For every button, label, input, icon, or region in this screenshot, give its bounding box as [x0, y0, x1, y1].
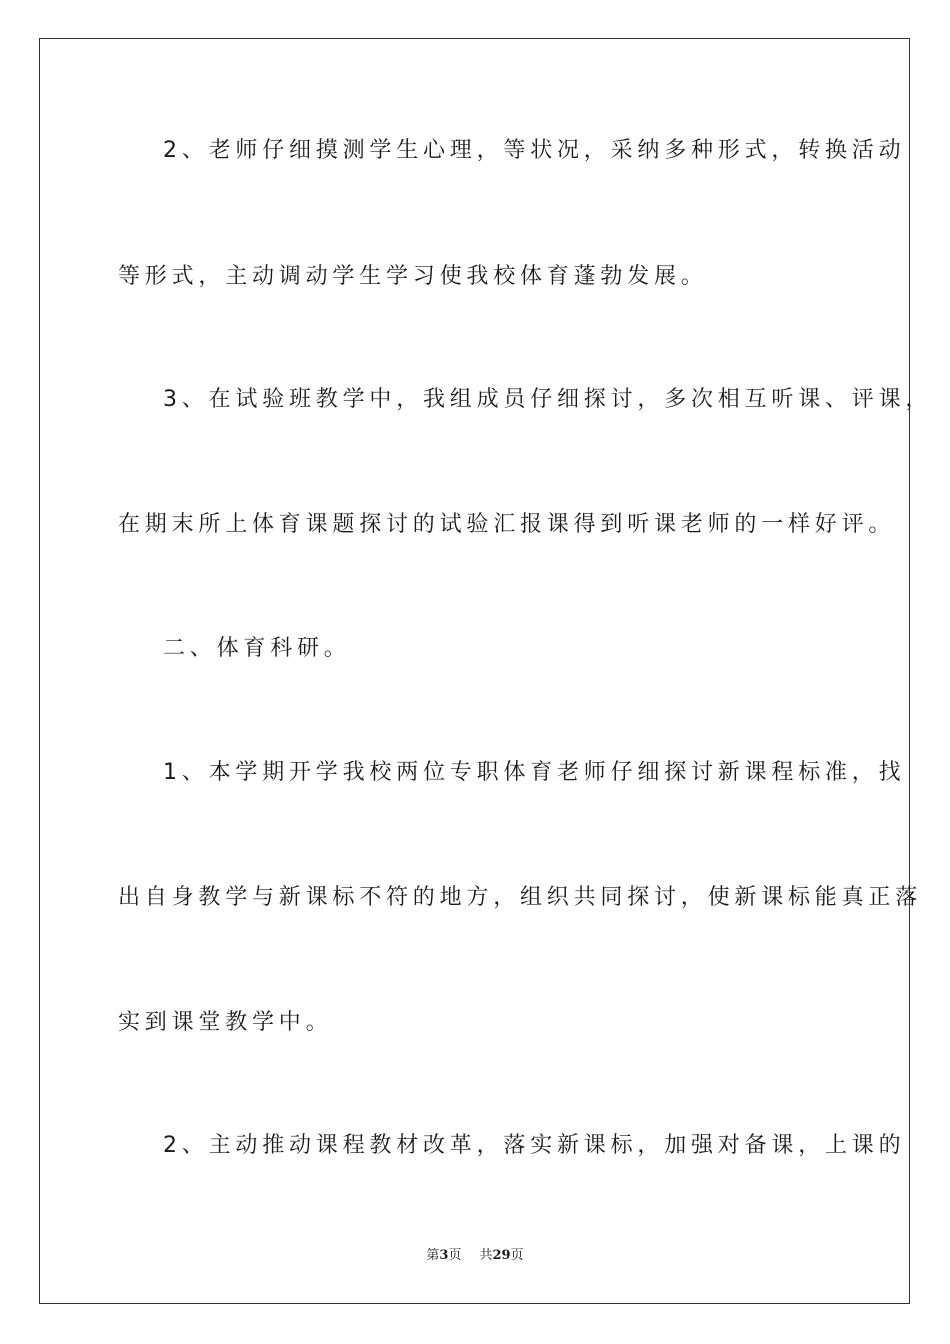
page-number: 3	[439, 1248, 449, 1263]
paragraph-2-line-2: 在期末所上体育课题探讨的试验汇报课得到听课老师的一样好评。	[118, 512, 896, 537]
section-heading: 二、体育科研。	[163, 636, 351, 661]
total-pages: 29	[492, 1248, 511, 1263]
total-prefix: 共	[479, 1248, 493, 1263]
page-border	[39, 38, 910, 1304]
paragraph-1-line-1: 2、老师仔细摸测学生心理，等状况，采纳多种形式，转换活动	[163, 138, 906, 163]
page-suffix: 页	[448, 1248, 462, 1263]
page-prefix: 第	[426, 1248, 440, 1263]
page-footer	[0, 1247, 950, 1265]
paragraph-3-line-1: 1、本学期开学我校两位专职体育老师仔细探讨新课程标准，找	[163, 760, 906, 785]
paragraph-4-line-1: 2、主动推动课程教材改革，落实新课标，加强对备课，上课的	[163, 1133, 906, 1158]
paragraph-2-line-1: 3、在试验班教学中，我组成员仔细探讨，多次相互听课、评课，	[163, 387, 933, 412]
paragraph-1-line-2: 等形式，主动调动学生学习使我校体育蓬勃发展。	[118, 264, 708, 289]
paragraph-3-line-2: 出自身教学与新课标不符的地方，组织共同探讨，使新课标能真正落	[118, 885, 923, 910]
total-suffix: 页	[510, 1248, 524, 1263]
paragraph-3-line-3: 实到课堂教学中。	[118, 1010, 333, 1035]
